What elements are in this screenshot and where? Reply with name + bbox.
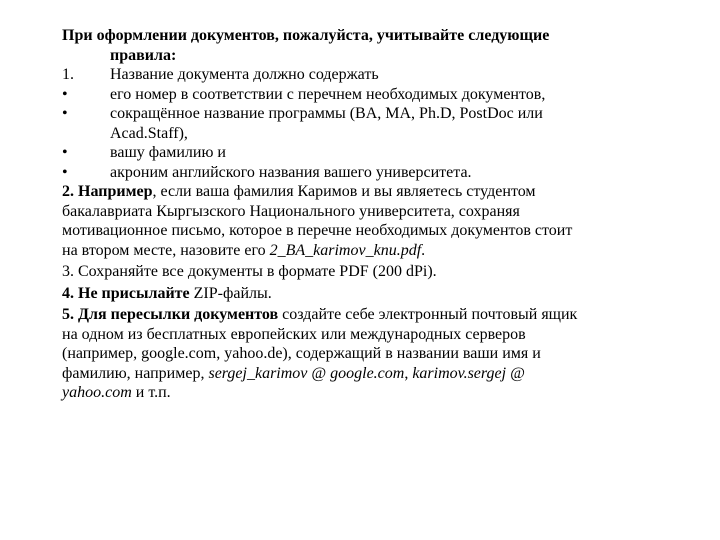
heading-line-2: правила: — [110, 46, 177, 64]
heading-line-1: При оформлении документов, пожалуйста, учитывайте следующие — [62, 27, 550, 44]
rule-1-text: Название документа должно содержать — [110, 66, 379, 83]
rule-5-text: на одном из бесплатных европейских или международных серверов — [62, 325, 526, 343]
rule-1-number: 1. — [62, 66, 74, 83]
bullet-item — [62, 143, 662, 163]
bullet-icon: • — [62, 105, 68, 122]
rule-5-text: и т.п. — [131, 384, 171, 401]
rule-1 — [62, 65, 662, 85]
rule-2-lead: 2. Например — [62, 183, 153, 200]
example-email-continued: yahoo.com — [62, 384, 132, 401]
bullet-icon: • — [62, 163, 68, 181]
rule-2-text: мотивационное письмо, которое в перечне необходимых документов стоит — [62, 222, 573, 239]
bullet-text-continued: Acad.Staff), — [110, 124, 188, 142]
bullet-icon: • — [62, 144, 68, 161]
rule-5 — [62, 305, 662, 403]
rule-4 — [62, 284, 662, 304]
rule-3: 3. Сохраняйте все документы в формате PDF (200 dPi). — [62, 263, 437, 280]
bullet-text: акроним английского названия вашего университета. — [110, 163, 472, 181]
bullet-item — [62, 85, 662, 105]
bullet-item — [62, 104, 662, 143]
document-text — [62, 26, 662, 403]
rule-2-text: , если ваша фамилия Каримов и вы являетесь студентом — [152, 183, 536, 200]
rule-2-text: на втором месте, назовите его — [62, 241, 270, 259]
rule-5-text: , — [404, 364, 413, 382]
bullet-text: сокращённое название программы (BA, MA, Ph.D, PostDoc или — [110, 105, 543, 122]
bullet-icon: • — [62, 85, 68, 103]
rule-5-text: (например, google.com, yahoo.de), содержащий в названии ваши имя и — [62, 345, 541, 362]
example-email: sergej_karimov @ google.com — [208, 364, 405, 382]
bullet-text: его номер в соответствии с перечнем необходимых документов, — [110, 85, 546, 103]
example-email: karimov.sergej @ — [412, 364, 525, 382]
rule-5-text: фамилию, например, — [62, 364, 209, 382]
rule-4-text: ZIP-файлы. — [189, 284, 272, 302]
rule-5-lead: 5. Для пересылки документов — [62, 306, 279, 323]
bullet-text: вашу фамилию и — [110, 144, 226, 161]
rule-5-text: создайте себе электронный почтовый ящик — [278, 306, 578, 323]
rule-2-text: бакалавриата Кыргызского Национального университета, сохраняя — [62, 202, 520, 220]
bullet-item — [62, 163, 662, 183]
rule-2 — [62, 182, 662, 260]
rule-2-text: . — [421, 241, 426, 259]
example-filename: 2_BA_karimov_knu.pdf — [269, 241, 422, 259]
rule-4-lead: 4. Не присылайте — [62, 284, 190, 302]
